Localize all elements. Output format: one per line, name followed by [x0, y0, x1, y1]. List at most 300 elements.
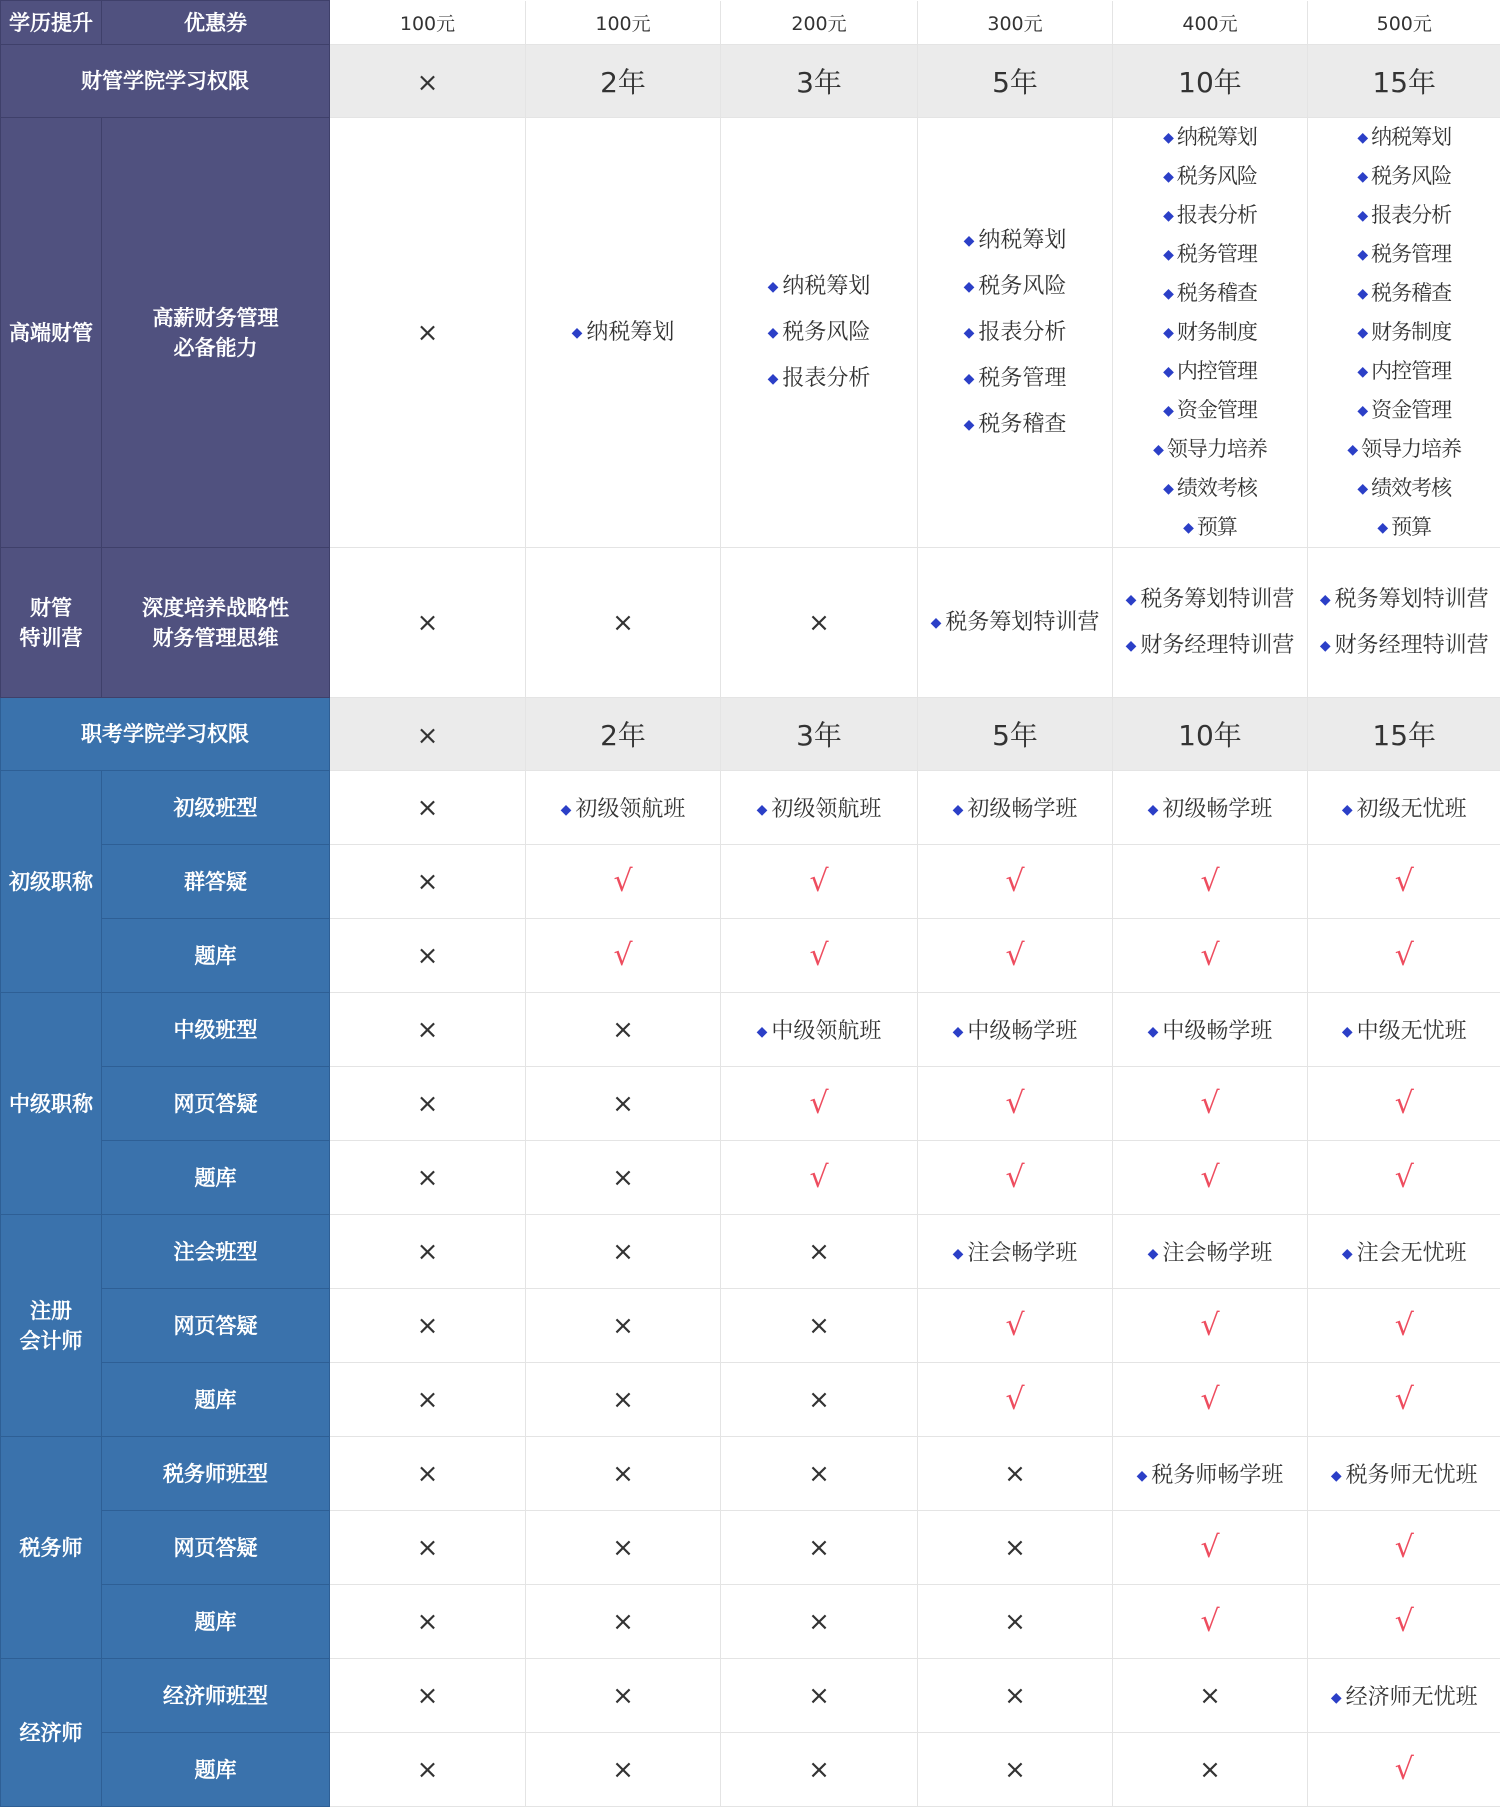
cell-value: 中级无忧班: [1357, 1019, 1467, 1044]
section-value: [330, 771, 526, 845]
check-icon: √: [1005, 1086, 1024, 1121]
cross-icon: ×: [612, 1755, 634, 1785]
check-icon: √: [1200, 1086, 1219, 1121]
bullet-icon: ◆: [964, 279, 975, 295]
bullet-icon: ◆: [768, 371, 779, 387]
section-value: [918, 1733, 1113, 1807]
list-item: [1308, 157, 1500, 196]
section-row-label: 题库: [102, 1585, 330, 1659]
list-item: [1113, 274, 1307, 313]
caiguan-row: [1, 45, 1500, 118]
label-line: 高薪财务管理: [102, 303, 329, 333]
list-item: [918, 402, 1112, 448]
check-icon: √: [1395, 938, 1414, 973]
cell-value: 注会无忧班: [1357, 1241, 1467, 1266]
section-value: [918, 1215, 1113, 1289]
section-value: [526, 919, 721, 993]
list-item-text: 报表分析: [1371, 203, 1451, 227]
bullet-icon: ◆: [1137, 1468, 1148, 1484]
bullet-icon: ◆: [931, 615, 942, 631]
check-icon: √: [1395, 1086, 1414, 1121]
section-value: [721, 1289, 918, 1363]
section-value: [918, 1363, 1113, 1437]
list-item: [1308, 391, 1500, 430]
list-item: [1308, 118, 1500, 157]
cell-value: 3年: [796, 719, 842, 752]
zhikao-value: [526, 698, 721, 771]
caiguan-value: [721, 45, 918, 118]
list-item: [721, 310, 917, 356]
section-value: [721, 919, 918, 993]
bullet-icon: ◆: [1153, 442, 1163, 458]
cell-value: 税务师畅学班: [1151, 1463, 1283, 1488]
list-item: [1113, 196, 1307, 235]
section-value: [330, 1437, 526, 1511]
section-value: [721, 1659, 918, 1733]
section-value: [1113, 1585, 1308, 1659]
section-row-label: 题库: [102, 919, 330, 993]
cross-icon: ×: [1004, 1607, 1026, 1637]
section-row: [1, 1067, 1500, 1141]
section-value: [918, 1289, 1113, 1363]
check-icon: √: [613, 938, 632, 973]
check-icon: √: [1200, 864, 1219, 899]
label-line: 特训营: [1, 623, 101, 653]
check-icon: √: [1395, 1308, 1414, 1343]
list-item-text: 报表分析: [782, 366, 870, 391]
section-value: [721, 1215, 918, 1289]
list-item: [1113, 352, 1307, 391]
bullet-icon: ◆: [964, 233, 975, 249]
section-value: [330, 1289, 526, 1363]
bullet-icon: ◆: [1163, 403, 1173, 419]
section-value: [330, 1141, 526, 1215]
cross-icon: ×: [417, 318, 439, 348]
top-value: 300元: [918, 1, 1113, 45]
bullet-icon: ◆: [1163, 130, 1173, 146]
cross-icon: ×: [417, 793, 439, 823]
list-item-text: 预算: [1391, 515, 1431, 539]
section-group: [1, 1215, 102, 1437]
cell-value: 2年: [600, 66, 646, 99]
list-item: [1308, 235, 1500, 274]
list-item-text: 税务风险: [1371, 164, 1451, 188]
section-value: [330, 1511, 526, 1585]
bullet-icon: ◆: [1320, 592, 1331, 608]
cross-icon: ×: [417, 1755, 439, 1785]
check-icon: √: [1005, 1160, 1024, 1195]
list-item-text: 税务风险: [978, 274, 1066, 299]
cell-value: 税务师无忧班: [1346, 1463, 1478, 1488]
xunlian-empty: [330, 548, 526, 698]
check-icon: √: [1200, 1160, 1219, 1195]
cell-value: 15年: [1372, 66, 1436, 99]
bullet-icon: ◆: [1163, 208, 1173, 224]
section-row: [1, 1585, 1500, 1659]
cell-value: 初级领航班: [575, 797, 685, 822]
list-item-text: 税务管理: [1371, 242, 1451, 266]
xunlian-col5: [1113, 548, 1308, 698]
cell-value: 5年: [992, 719, 1038, 752]
section-value: [918, 1511, 1113, 1585]
bullet-icon: ◆: [953, 1024, 964, 1040]
check-icon: √: [809, 1160, 828, 1195]
section-row-label: 网页答疑: [102, 1067, 330, 1141]
cross-icon: ×: [612, 1681, 634, 1711]
list-item: [1308, 508, 1500, 547]
list-item: [1113, 430, 1307, 469]
zhikao-value: [721, 698, 918, 771]
bullet-icon: ◆: [1357, 286, 1367, 302]
bullet-icon: ◆: [1148, 802, 1159, 818]
cross-icon: ×: [808, 1311, 830, 1341]
list-item-text: 内控管理: [1177, 359, 1257, 383]
cross-icon: ×: [612, 1311, 634, 1341]
list-item: [1308, 313, 1500, 352]
top-label: 学历提升: [1, 1, 102, 45]
cross-icon: ×: [808, 1385, 830, 1415]
xunlian-row: [1, 548, 1500, 698]
section-value: [918, 1437, 1113, 1511]
list-item-text: 纳税筹划: [782, 274, 870, 299]
cell-value: 初级畅学班: [967, 797, 1077, 822]
bullet-icon: ◆: [1163, 364, 1173, 380]
zhikao-label: 职考学院学习权限: [1, 698, 330, 771]
list-item-text: 纳税筹划: [1371, 125, 1451, 149]
section-value: [1113, 1289, 1308, 1363]
section-row-label: 题库: [102, 1363, 330, 1437]
top-value: 100元: [526, 1, 721, 45]
cross-icon: ×: [417, 1015, 439, 1045]
top-value: 400元: [1113, 1, 1308, 45]
section-value: [526, 1585, 721, 1659]
zhikao-value: [918, 698, 1113, 771]
section-value: [330, 1659, 526, 1733]
section-value: [918, 845, 1113, 919]
list-item: [1308, 577, 1500, 623]
cross-icon: ×: [417, 1237, 439, 1267]
bullet-icon: ◆: [1357, 481, 1367, 497]
bullet-icon: ◆: [1357, 169, 1367, 185]
cross-icon: ×: [417, 721, 439, 751]
list-item: [526, 310, 720, 356]
section-value: [721, 1511, 918, 1585]
section-value: [330, 993, 526, 1067]
cross-icon: ×: [612, 1163, 634, 1193]
cell-value: 5年: [992, 66, 1038, 99]
caiguan-label: 财管学院学习权限: [1, 45, 330, 118]
list-item-text: 税务筹划特训营: [1335, 587, 1489, 612]
list-item: [721, 264, 917, 310]
section-row-label: 题库: [102, 1141, 330, 1215]
check-icon: √: [1005, 1308, 1024, 1343]
cross-icon: ×: [417, 1607, 439, 1637]
zhikao-value: [1113, 698, 1308, 771]
bullet-icon: ◆: [1148, 1024, 1159, 1040]
cross-icon: ×: [808, 1459, 830, 1489]
list-item: [1308, 430, 1500, 469]
list-item-text: 税务稽查: [1177, 281, 1257, 305]
cell-value: 中级畅学班: [967, 1019, 1077, 1044]
list-item-text: 税务稽查: [1371, 281, 1451, 305]
cross-icon: ×: [1004, 1755, 1026, 1785]
section-value: [526, 1659, 721, 1733]
section-value: [918, 1659, 1113, 1733]
section-row-label: 经济师班型: [102, 1659, 330, 1733]
section-row-label: 网页答疑: [102, 1511, 330, 1585]
bullet-icon: ◆: [1347, 442, 1357, 458]
list-item-text: 领导力培养: [1167, 437, 1267, 461]
section-row: [1, 919, 1500, 993]
section-value: [721, 1363, 918, 1437]
list-item-text: 财务经理特训营: [1335, 633, 1489, 658]
list-item-text: 财务制度: [1177, 320, 1257, 344]
cross-icon: ×: [612, 608, 634, 638]
cross-icon: ×: [1004, 1533, 1026, 1563]
list-item-text: 纳税筹划: [1177, 125, 1257, 149]
check-icon: √: [1395, 1752, 1414, 1787]
bullet-icon: ◆: [1342, 802, 1353, 818]
list-item: [1113, 508, 1307, 547]
list-item-text: 资金管理: [1177, 398, 1257, 422]
section-value: [1113, 1141, 1308, 1215]
section-value: [721, 845, 918, 919]
caiguan-value: [330, 45, 526, 118]
section-value: [721, 1067, 918, 1141]
list-item: [1113, 391, 1307, 430]
caiguan-value: [1113, 45, 1308, 118]
list-item: [918, 356, 1112, 402]
label-line: 必备能力: [102, 333, 329, 363]
label-line: 会计师: [1, 1326, 101, 1356]
bullet-icon: ◆: [953, 1246, 964, 1262]
section-value: [526, 1437, 721, 1511]
gaoduan-col3: [721, 118, 918, 548]
section-value: [721, 1141, 918, 1215]
cross-icon: ×: [1199, 1681, 1221, 1711]
xunlian-label: [102, 548, 330, 698]
cross-icon: ×: [612, 1015, 634, 1045]
check-icon: √: [1395, 1530, 1414, 1565]
section-value: [1308, 1585, 1500, 1659]
list-item: [1308, 469, 1500, 508]
bullet-icon: ◆: [1163, 325, 1173, 341]
cell-value: 中级畅学班: [1162, 1019, 1272, 1044]
xunlian-group: [1, 548, 102, 698]
section-group: 税务师: [1, 1437, 102, 1659]
section-row: [1, 1659, 1500, 1733]
bullet-icon: ◆: [757, 1024, 768, 1040]
list-item: [918, 264, 1112, 310]
list-item: [918, 600, 1112, 646]
list-item-text: 预算: [1197, 515, 1237, 539]
cross-icon: ×: [417, 608, 439, 638]
list-item-text: 绩效考核: [1177, 476, 1257, 500]
cross-icon: ×: [417, 1533, 439, 1563]
bullet-icon: ◆: [572, 325, 583, 341]
check-icon: √: [613, 864, 632, 899]
section-value: [526, 1289, 721, 1363]
bullet-icon: ◆: [1377, 520, 1387, 536]
section-value: [526, 845, 721, 919]
list-item-text: 税务风险: [782, 320, 870, 345]
check-icon: √: [1395, 1382, 1414, 1417]
bullet-icon: ◆: [1342, 1246, 1353, 1262]
check-icon: √: [1200, 1308, 1219, 1343]
list-item-text: 税务筹划特训营: [1140, 587, 1294, 612]
section-value: [330, 1067, 526, 1141]
list-item-text: 内控管理: [1371, 359, 1451, 383]
check-icon: √: [1395, 1160, 1414, 1195]
cross-icon: ×: [1004, 1681, 1026, 1711]
list-item-text: 税务管理: [978, 366, 1066, 391]
cross-icon: ×: [417, 1089, 439, 1119]
cell-value: 10年: [1178, 719, 1242, 752]
list-item: [1113, 157, 1307, 196]
gaoduan-col2: [526, 118, 721, 548]
cross-icon: ×: [417, 1311, 439, 1341]
bullet-icon: ◆: [964, 371, 975, 387]
section-value: [1113, 1733, 1308, 1807]
cross-icon: ×: [1004, 1459, 1026, 1489]
caiguan-value: [918, 45, 1113, 118]
cross-icon: ×: [808, 1533, 830, 1563]
xunlian-empty: [721, 548, 918, 698]
bullet-icon: ◆: [1163, 247, 1173, 263]
list-item-text: 报表分析: [978, 320, 1066, 345]
section-row: [1, 1215, 1500, 1289]
section-value: [526, 993, 721, 1067]
list-item: [918, 218, 1112, 264]
list-item-text: 纳税筹划: [586, 320, 674, 345]
cross-icon: ×: [417, 1459, 439, 1489]
section-row-label: 网页答疑: [102, 1289, 330, 1363]
cell-value: 初级畅学班: [1162, 797, 1272, 822]
section-row: [1, 771, 1500, 845]
section-value: [526, 1733, 721, 1807]
check-icon: √: [1200, 938, 1219, 973]
zhikao-row: [1, 698, 1500, 771]
gaoduan-col5: [1113, 118, 1308, 548]
xunlian-col4: [918, 548, 1113, 698]
cross-icon: ×: [612, 1459, 634, 1489]
section-value: [526, 1511, 721, 1585]
bullet-icon: ◆: [1357, 403, 1367, 419]
list-item: [721, 356, 917, 402]
cross-icon: ×: [808, 1681, 830, 1711]
gaoduan-group: 高端财管: [1, 118, 102, 548]
section-value: [526, 1067, 721, 1141]
bullet-icon: ◆: [1183, 520, 1193, 536]
cross-icon: ×: [612, 1385, 634, 1415]
cross-icon: ×: [612, 1089, 634, 1119]
caiguan-value: [1308, 45, 1500, 118]
section-value: [526, 1141, 721, 1215]
section-value: [918, 919, 1113, 993]
section-value: [721, 771, 918, 845]
section-row: [1, 993, 1500, 1067]
section-value: [721, 1733, 918, 1807]
list-item: [918, 310, 1112, 356]
zhikao-value: [1308, 698, 1500, 771]
bullet-icon: ◆: [964, 417, 975, 433]
section-row-label: 题库: [102, 1733, 330, 1807]
top-value: 200元: [721, 1, 918, 45]
list-item: [1308, 274, 1500, 313]
check-icon: √: [1395, 864, 1414, 899]
cross-icon: ×: [417, 1681, 439, 1711]
top-label: 优惠券: [102, 1, 330, 45]
section-row: [1, 1437, 1500, 1511]
cell-value: 2年: [600, 719, 646, 752]
section-row: [1, 1363, 1500, 1437]
check-icon: √: [1200, 1530, 1219, 1565]
list-item: [1113, 623, 1307, 669]
section-row: [1, 1141, 1500, 1215]
check-icon: √: [1200, 1604, 1219, 1639]
top-row: [1, 1, 1500, 45]
list-item-text: 财务经理特训营: [1140, 633, 1294, 658]
section-row-label: 税务师班型: [102, 1437, 330, 1511]
section-value: [1308, 1659, 1500, 1733]
section-value: [1113, 1437, 1308, 1511]
cell-value: 3年: [796, 66, 842, 99]
caiguan-value: [526, 45, 721, 118]
check-icon: √: [809, 864, 828, 899]
bullet-icon: ◆: [1148, 1246, 1159, 1262]
section-value: [721, 1585, 918, 1659]
cell-value: 初级无忧班: [1357, 797, 1467, 822]
gaoduan-col4: [918, 118, 1113, 548]
section-value: [918, 1067, 1113, 1141]
section-value: [918, 1585, 1113, 1659]
top-value: 100元: [330, 1, 526, 45]
list-item: [1113, 118, 1307, 157]
section-row: [1, 1511, 1500, 1585]
cross-icon: ×: [612, 1607, 634, 1637]
label-line: 财管: [1, 593, 101, 623]
check-icon: √: [809, 938, 828, 973]
bullet-icon: ◆: [768, 279, 779, 295]
cross-icon: ×: [1199, 1755, 1221, 1785]
section-value: [1113, 1067, 1308, 1141]
section-value: [1308, 1511, 1500, 1585]
bullet-icon: ◆: [1342, 1024, 1353, 1040]
cross-icon: ×: [808, 1237, 830, 1267]
check-icon: √: [1005, 938, 1024, 973]
bullet-icon: ◆: [1357, 130, 1367, 146]
section-value: [918, 771, 1113, 845]
section-value: [1308, 771, 1500, 845]
bullet-icon: ◆: [1126, 638, 1137, 654]
list-item-text: 财务制度: [1371, 320, 1451, 344]
section-value: [1308, 993, 1500, 1067]
section-value: [330, 1363, 526, 1437]
list-item: [1308, 352, 1500, 391]
list-item-text: 税务筹划特训营: [945, 610, 1099, 635]
cross-icon: ×: [417, 1163, 439, 1193]
bullet-icon: ◆: [1331, 1468, 1342, 1484]
section-value: [1308, 1141, 1500, 1215]
section-value: [330, 1215, 526, 1289]
cross-icon: ×: [808, 608, 830, 638]
section-value: [330, 1733, 526, 1807]
section-value: [918, 993, 1113, 1067]
section-group: 经济师: [1, 1659, 102, 1807]
check-icon: √: [1395, 1604, 1414, 1639]
section-value: [721, 1437, 918, 1511]
section-value: [1113, 845, 1308, 919]
